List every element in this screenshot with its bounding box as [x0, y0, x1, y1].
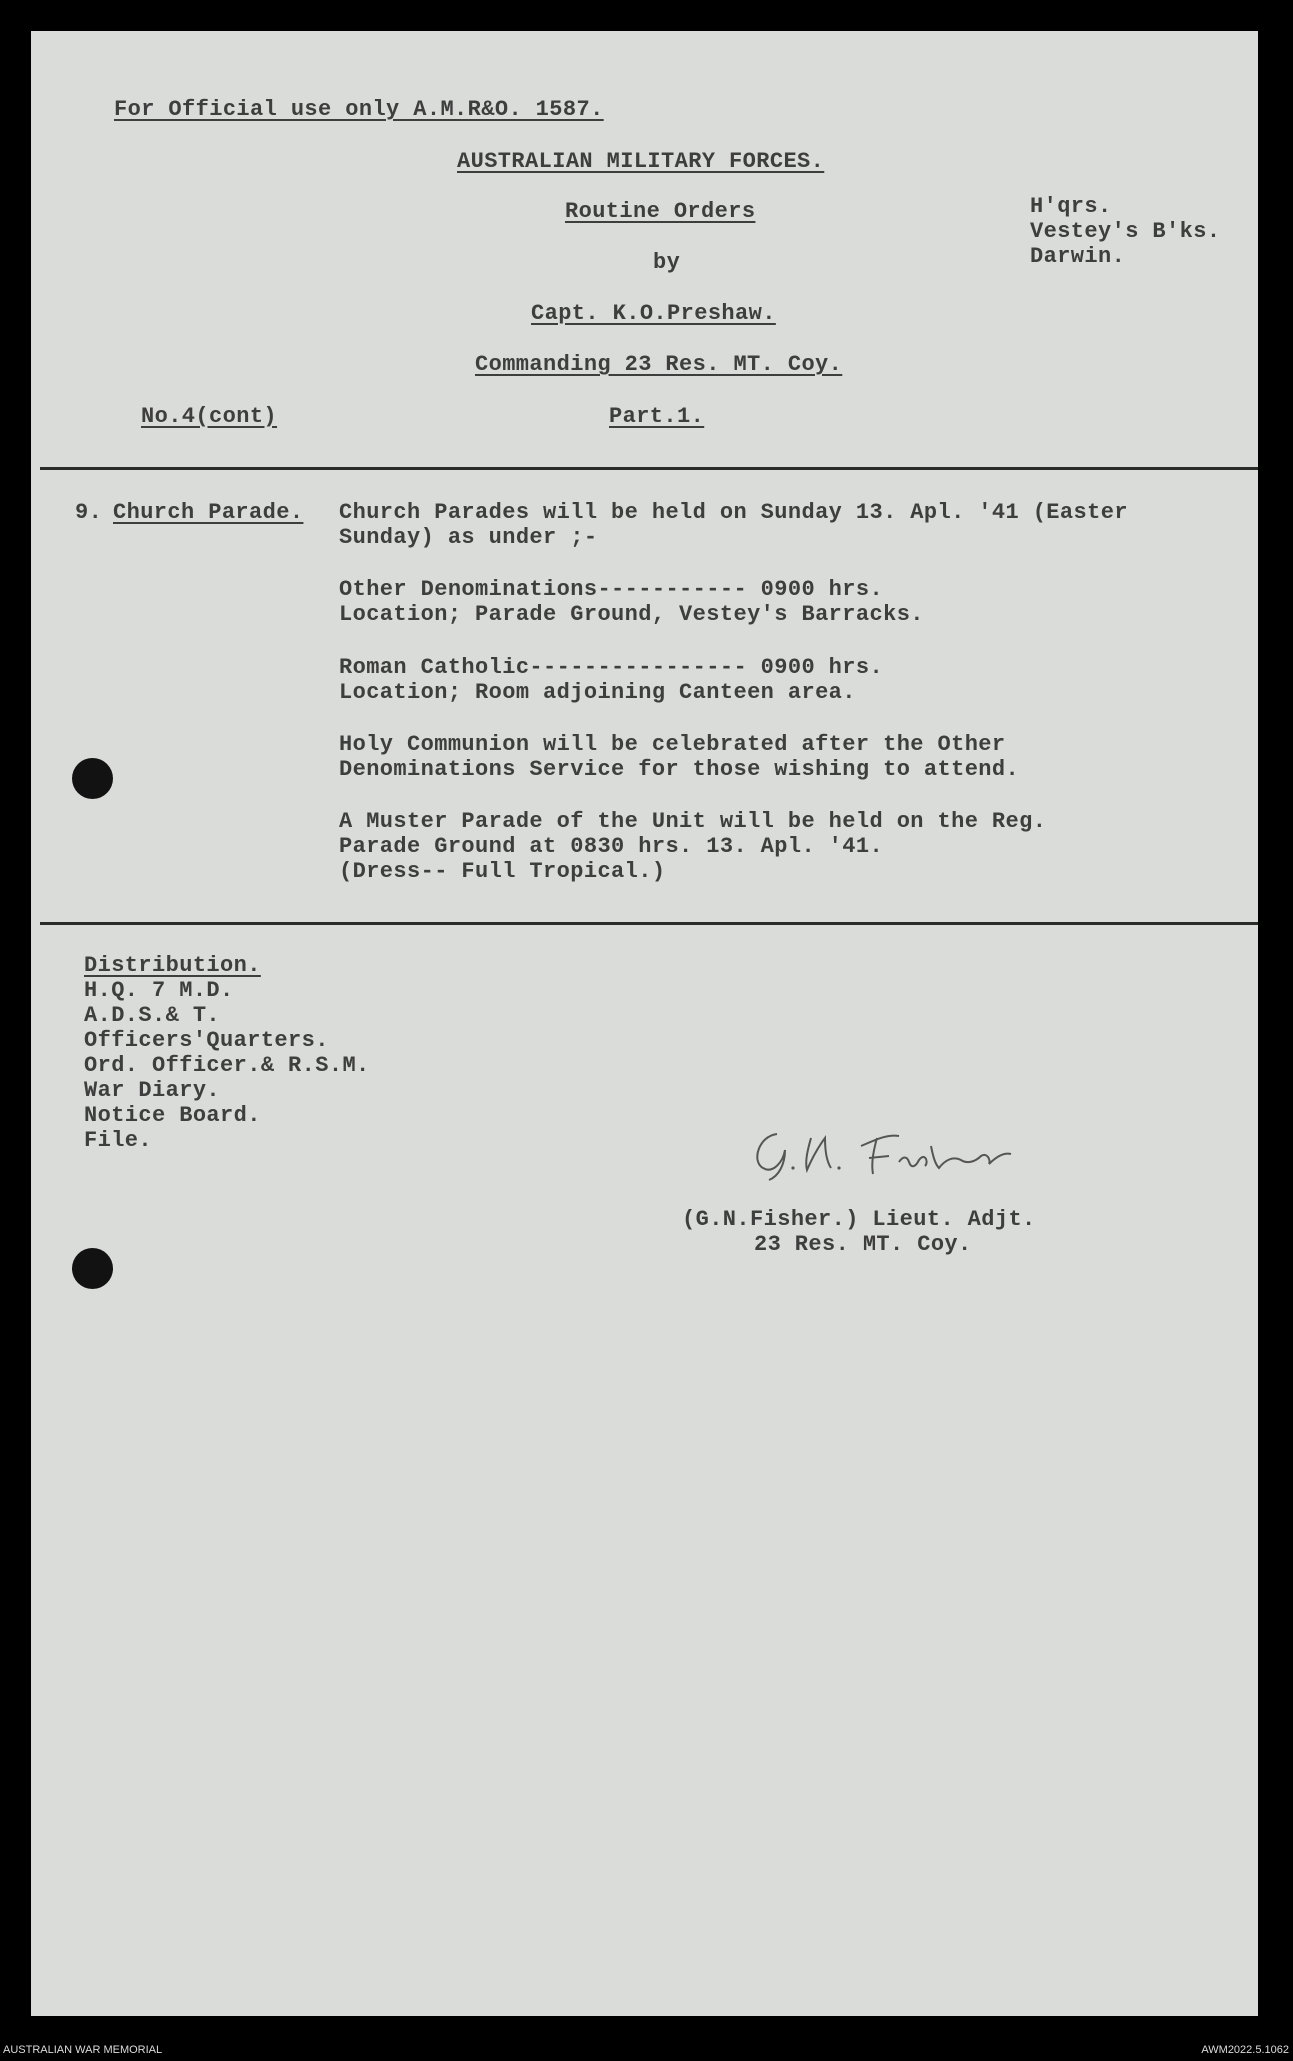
footer-reference: AWM2022.5.1062: [1201, 2044, 1289, 2056]
by-line: by: [653, 250, 681, 275]
captain-line: Capt. K.O.Preshaw.: [531, 301, 776, 326]
signatory-name: (G.N.Fisher.) Lieut. Adjt.: [682, 1207, 1036, 1232]
handwritten-signature: [749, 1116, 1049, 1186]
footer-archive-name: AUSTRALIAN WAR MEMORIAL: [3, 2044, 163, 2056]
other-denominations-location: Location; Parade Ground, Vestey's Barracks.: [339, 602, 924, 627]
distribution-item: A.D.S.& T.: [84, 1003, 221, 1028]
forces-heading: AUSTRALIAN MILITARY FORCES.: [457, 149, 825, 174]
intro-line-1: Church Parades will be held on Sunday 13. Apl. '41 (Easter: [339, 500, 1128, 525]
item-title: Church Parade.: [113, 500, 304, 525]
distribution-heading: Distribution.: [84, 953, 261, 978]
item-number: 9.: [75, 500, 103, 525]
document-page: [31, 31, 1258, 2016]
distribution-item: Notice Board.: [84, 1103, 261, 1128]
commanding-line: Commanding 23 Res. MT. Coy.: [475, 352, 843, 377]
punch-hole-bottom: [72, 1248, 113, 1289]
distribution-item: File.: [84, 1128, 153, 1153]
distribution-item: H.Q. 7 M.D.: [84, 978, 234, 1003]
part-number: Part.1.: [609, 404, 705, 429]
hq-line-3: Darwin.: [1030, 244, 1126, 269]
communion-line-2: Denominations Service for those wishing to attend.: [339, 757, 1020, 782]
distribution-item: Officers'Quarters.: [84, 1028, 329, 1053]
signatory-unit: 23 Res. MT. Coy.: [754, 1232, 972, 1257]
distribution-item: War Diary.: [84, 1078, 221, 1103]
muster-line-3: (Dress-- Full Tropical.): [339, 859, 666, 884]
hq-line-1: H'qrs.: [1030, 194, 1112, 219]
bottom-rule: [40, 922, 1258, 925]
other-denominations-time: Other Denominations----------- 0900 hrs.: [339, 577, 884, 602]
punch-hole-top: [72, 758, 113, 799]
muster-line-2: Parade Ground at 0830 hrs. 13. Apl. '41.: [339, 834, 884, 859]
intro-line-2: Sunday) as under ;-: [339, 525, 598, 550]
roman-catholic-time: Roman Catholic---------------- 0900 hrs.: [339, 655, 884, 680]
communion-line-1: Holy Communion will be celebrated after the Other: [339, 732, 1006, 757]
roman-catholic-location: Location; Room adjoining Canteen area.: [339, 680, 856, 705]
hq-line-2: Vestey's B'ks.: [1030, 219, 1221, 244]
distribution-item: Ord. Officer.& R.S.M.: [84, 1053, 370, 1078]
top-rule: [40, 467, 1258, 470]
order-number: No.4(cont): [141, 404, 278, 429]
orders-heading: Routine Orders: [565, 199, 756, 224]
official-use-line: For Official use only A.M.R&O. 1587.: [114, 97, 604, 122]
muster-line-1: A Muster Parade of the Unit will be held on the Reg.: [339, 809, 1047, 834]
